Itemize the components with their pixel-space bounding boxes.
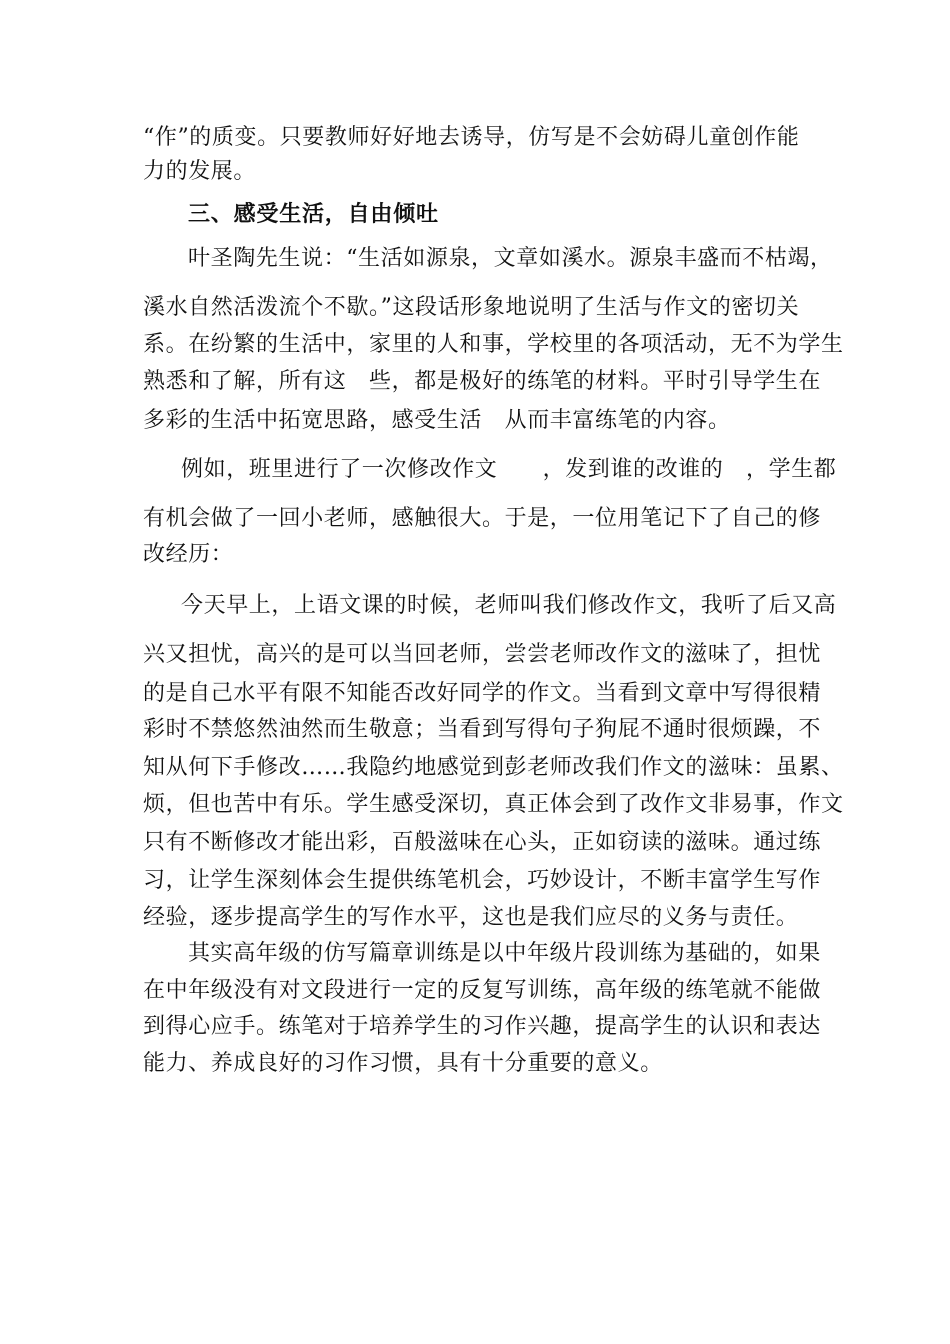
text-line: 彩时不禁悠然油然而生敬意；当看到写得句子狗屁不通时很烦躁，不 bbox=[143, 717, 822, 742]
text-line: 的是自己水平有限不知能否改好同学的作文。当看到文章中写得很精 bbox=[143, 681, 822, 706]
text-line: 其实高年级的仿写篇章训练是以中年级片段训练为基础的，如果 bbox=[188, 941, 821, 966]
text-line: 例如，班里进行了一次修改作文 ，发到谁的改谁的 ，学生都 bbox=[181, 457, 837, 482]
text-line: 经验，逐步提高学生的写作水平，这也是我们应尽的义务与责任。 bbox=[143, 905, 799, 930]
text-line: “作”的质变。只要教师好好地去诱导，仿写是不会妨碍儿童创作能 bbox=[143, 125, 800, 150]
text-line: 习，让学生深刻体会生提供练笔机会，巧妙设计，不断丰富学生写作 bbox=[143, 868, 822, 893]
text-line: 溪水自然活泼流个不歇。”这段话形象地说明了生活与作文的密切关 bbox=[143, 295, 800, 320]
text-line: 改经历： bbox=[143, 542, 234, 567]
text-line: 兴又担忧，高兴的是可以当回老师，尝尝老师改作文的滋味了，担忧 bbox=[143, 642, 822, 667]
text-line: 能力、养成良好的习作习惯，具有十分重要的意义。 bbox=[143, 1051, 663, 1076]
text-line: 熟悉和了解，所有这 些，都是极好的练笔的材料。平时引导学生在 bbox=[143, 369, 822, 394]
text-line: 只有不断修改才能出彩，百般滋味在心头，正如窃读的滋味。通过练 bbox=[143, 830, 822, 855]
text-line: 知从何下手修改……我隐约地感觉到彭老师改我们作文的滋味：虽累、 bbox=[143, 755, 844, 780]
text-line: 在中年级没有对文段进行一定的反复写训练，高年级的练笔就不能做 bbox=[143, 978, 822, 1003]
text-line: 力的发展。 bbox=[143, 159, 257, 184]
text-line: 烦，但也苦中有乐。学生感受深切，真正体会到了改作文非易事，作文 bbox=[143, 792, 844, 817]
text-line: 今天早上，上语文课的时候，老师叫我们修改作文，我听了后又高 bbox=[181, 593, 837, 618]
section-heading: 三、感受生活，自由倾吐 bbox=[188, 202, 439, 227]
text-line: 有机会做了一回小老师，感触很大。于是，一位用笔记下了自己的修 bbox=[143, 506, 822, 531]
text-line: 多彩的生活中拓宽思路，感受生活 从而丰富练笔的内容。 bbox=[143, 408, 731, 433]
text-line: 到得心应手。练笔对于培养学生的习作兴趣，提高学生的认识和表达 bbox=[143, 1014, 822, 1039]
text-line: 叶圣陶先生说：“生活如源泉，文章如溪水。源泉丰盛而不枯竭， bbox=[188, 246, 833, 271]
text-line: 系。在纷繁的生活中，家里的人和事，学校里的各项活动，无不为学生 bbox=[143, 332, 844, 357]
